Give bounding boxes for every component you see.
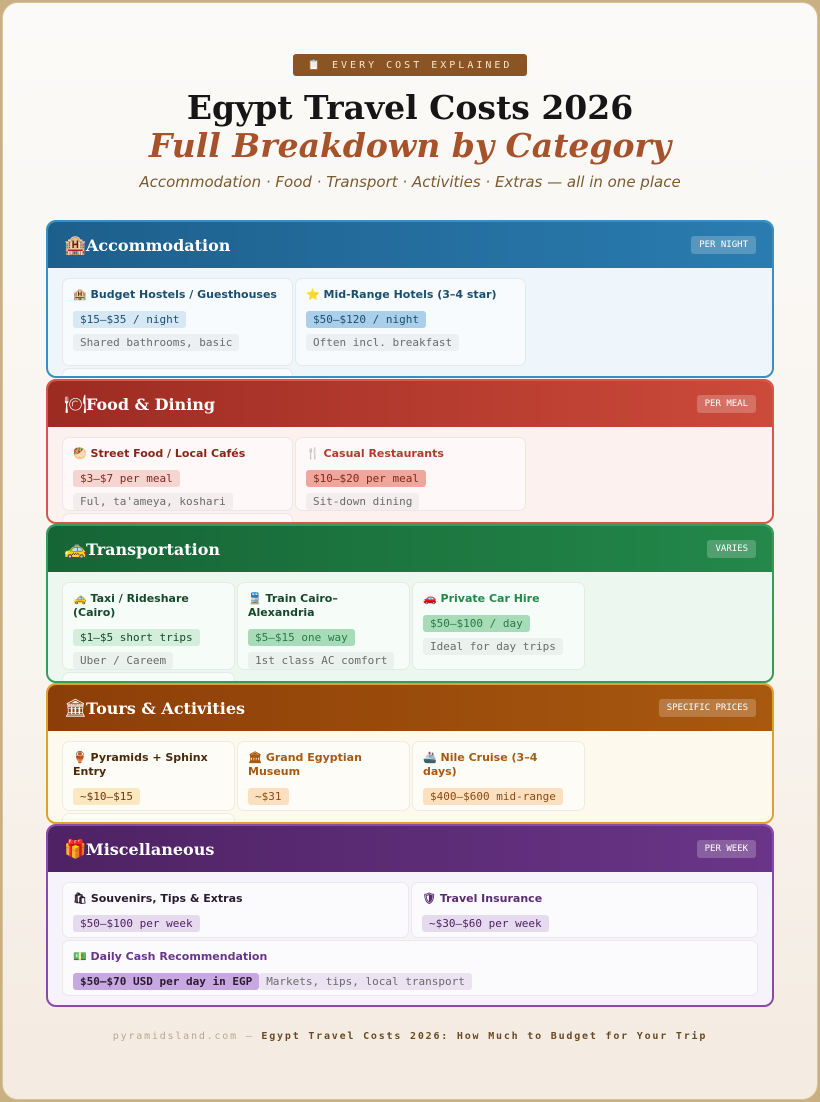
vase-icon: 🏺	[73, 751, 87, 764]
banknote-icon: 💵	[73, 950, 87, 963]
card-pyramids	[62, 741, 235, 811]
price-pill: ~$30–$60 per week	[422, 915, 549, 932]
footer	[0, 1031, 820, 1042]
section-title: Tours & Activities	[86, 698, 246, 718]
price-pill: $3–$7 per meal	[73, 470, 180, 487]
card-street-food	[62, 437, 293, 511]
card-note: Uber / Careem	[73, 652, 173, 669]
price-pill: $50–$100 per week	[73, 915, 200, 932]
card-title: Nile Cruise (3–4 days)	[423, 751, 538, 778]
card-title: Pyramids + Sphinx Entry	[73, 751, 208, 778]
card-note: Ideal for day trips	[423, 638, 563, 655]
section-tag: PER WEEK	[697, 840, 756, 858]
section-transportation	[46, 524, 774, 683]
car-icon: 🚕	[64, 538, 87, 560]
ship-icon: 🚢	[423, 751, 437, 764]
card-note: Markets, tips, local transport	[259, 973, 472, 990]
section-header	[48, 826, 772, 872]
card-note: Ful, ta'ameya, koshari	[73, 493, 233, 510]
footer-title: Egypt Travel Costs 2026: How Much to Budget for Your Trip	[261, 1031, 708, 1042]
card-title: Street Food / Local Cafés	[90, 447, 246, 460]
card-souvenirs	[62, 882, 409, 938]
train-icon: 🚆	[248, 592, 262, 605]
card-private-car	[412, 582, 585, 670]
card-train	[237, 582, 410, 670]
section-tag: PER NIGHT	[691, 236, 756, 254]
footer-site: pyramidsland.com	[112, 1031, 238, 1042]
footer-separator: —	[237, 1031, 262, 1042]
temple-icon: 🏛	[64, 697, 87, 719]
page-title-secondary: Full Breakdown by Category	[148, 126, 672, 165]
section-header	[48, 381, 772, 427]
section-misc	[46, 824, 774, 1007]
plate-icon: 🍽	[64, 393, 87, 415]
card-note: Often incl. breakfast	[306, 334, 459, 351]
card-travel-insurance	[411, 882, 758, 938]
price-pill: $10–$20 per meal	[306, 470, 426, 487]
section-food	[46, 379, 774, 524]
card-grand-museum	[237, 741, 410, 811]
card-title: Grand Egyptian Museum	[248, 751, 362, 778]
section-header	[48, 685, 772, 731]
hostel-icon: 🏨	[73, 288, 87, 301]
price-pill: $5–$15 one way	[248, 629, 355, 646]
card-title: Casual Restaurants	[323, 447, 444, 460]
card-daily-cash	[62, 940, 758, 996]
section-title: Accommodation	[86, 235, 231, 255]
price-pill: ~$10–$15	[73, 788, 140, 805]
hotel-icon: 🏨	[64, 234, 87, 256]
section-header	[48, 526, 772, 572]
price-pill: $50–$120 / night	[306, 311, 426, 328]
card-domestic-flights	[62, 672, 235, 683]
wrap-icon: 🥙	[73, 447, 87, 460]
price-pill: $50–$100 / day	[423, 615, 530, 632]
gift-icon: 🎁	[64, 838, 87, 860]
shield-icon: 🛡	[422, 892, 436, 905]
card-luxury-hotels	[62, 368, 293, 378]
fork-knife-icon: 🍴	[306, 447, 320, 460]
card-title: Private Car Hire	[440, 592, 540, 605]
section-tag: VARIES	[707, 540, 756, 558]
section-tag: PER MEAL	[697, 395, 756, 413]
section-title: Food & Dining	[86, 394, 216, 414]
section-tag: SPECIFIC PRICES	[659, 699, 756, 717]
card-note: Sit-down dining	[306, 493, 419, 510]
card-note: 1st class AC comfort	[248, 652, 394, 669]
taxi-icon: 🚕	[73, 592, 87, 605]
card-title: Daily Cash Recommendation	[90, 950, 268, 963]
card-title: Taxi / Rideshare (Cairo)	[73, 592, 189, 619]
section-header	[48, 222, 772, 268]
card-red-sea-diving	[62, 813, 235, 824]
card-note: Shared bathrooms, basic	[73, 334, 239, 351]
car-icon: 🚗	[423, 592, 437, 605]
page-subtitle: Accommodation · Food · Transport · Activities · Extras — all in one place	[139, 173, 681, 191]
price-pill: $400–$600 mid-range	[423, 788, 563, 805]
card-mid-range-hotels	[295, 278, 526, 366]
card-nile-cruise	[412, 741, 585, 811]
card-taxi	[62, 582, 235, 670]
card-casual-restaurants	[295, 437, 526, 511]
card-title: Budget Hostels / Guesthouses	[90, 288, 277, 301]
museum-icon: 🏛	[248, 751, 262, 764]
card-fine-dining	[62, 513, 293, 524]
shopping-bag-icon: 🛍	[73, 892, 87, 905]
card-title: Souvenirs, Tips & Extras	[90, 892, 243, 905]
price-pill: $50–$70 USD per day in EGP	[73, 973, 259, 990]
card-title: Train Cairo–Alexandria	[248, 592, 338, 619]
section-tours	[46, 683, 774, 824]
section-title: Miscellaneous	[86, 839, 215, 859]
star-icon: ⭐	[306, 288, 320, 301]
card-budget-hostels	[62, 278, 293, 366]
section-accommodation	[46, 220, 774, 378]
page-title: Egypt Travel Costs 2026	[186, 88, 634, 127]
section-title: Transportation	[86, 539, 220, 559]
price-pill: ~$31	[248, 788, 289, 805]
card-title: Travel Insurance	[439, 892, 543, 905]
price-pill: $15–$35 / night	[73, 311, 186, 328]
card-title: Mid-Range Hotels (3–4 star)	[323, 288, 497, 301]
price-pill: $1–$5 short trips	[73, 629, 200, 646]
every-cost-badge: 📋 EVERY COST EXPLAINED	[293, 54, 527, 76]
